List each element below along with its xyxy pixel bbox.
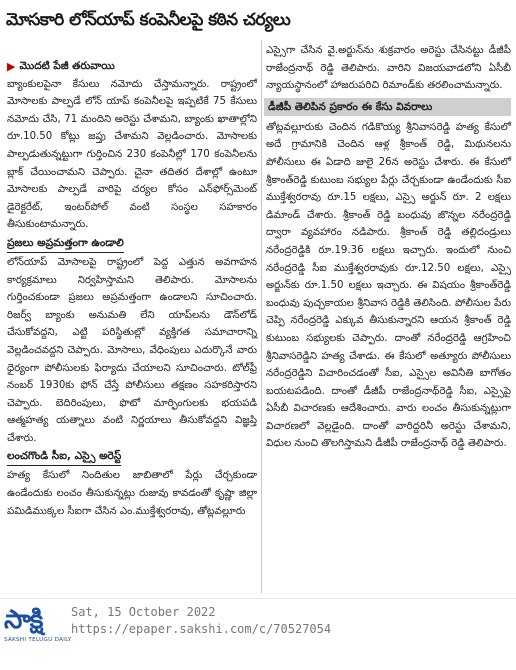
case-details-heading: డీజీపీ తెలిపిన ప్రకారం ఈ కేసు వివరాలు [264,98,511,116]
article-paragraph: లోన్‌యాప్ మోసాలపై రాష్ట్రంలో పెద్ద ఎత్తున అవగాహన కార్యక్రమాలు నిర్వహిస్తామని తెలిపారు. మోసాలను గుర్తించకుండా ప్రజలు అప్రమత్తంగా ఉండాలని సూచించారు. రిజర్వ్ బ్యాంకు అనుమతి లేని యాప్‌లను డౌన్‌లోడ్ చేసుకోవద్దని, ఎట్టి పరిస్థితుల్లో వ్యక్తిగత సమాచారాన్ని వెల్లడించవద్దని చెప్పారు. మోసాలు, వేధింపులు ఎదుర్కొనే వారు ధైర్యంగా పోలీసులకు ఫిర్యాదు చేయాలని సూచించారు. టోల్‌ఫ్రీ నంబర్ 1930కు ఫోన్ చేస్తే పోలీసులు తక్షణం సహకరిస్తారని చెప్పారు. బెదిరింపులు, ఫొటో మార్ఫింగులకు భయపడి ఆత్మహత్య యత్నాలు వంటి నిర్ణయాలు తీసుకోవద్దని విజ్ఞప్తి చేశారు. [7,256,257,444]
subheading-arrest: లంచగొండి సీఐ, ఎస్సై అరెస్ట్ [7,448,121,466]
article-paragraph: తోట్లవల్లూరుకు చెందిన గడికొయ్య శ్రీనివాసరెడ్డి హత్య కేసులో అదే గ్రామానికి చెందిన ఆళ్ల శ్రీకాంత్ రెడ్డి, మిథునలను పోలీసులు ఈ ఏడాది జులై 26న అరెస్టు చేశారు. ఈ కేసులో శ్రీకాంత్‌రెడ్డి కుటుంబ సభ్యుల పేర్లు చేర్చకుండా ఉండేందుకు సీఐ ముక్తేశ్వరరావు రూ.15 లక్షలు, ఎస్సై అర్జున్ రూ. 2 లక్షలు డిమాండ్ చేశారు. శ్రీకాంత్ రెడ్డి బంధువు జొన్నల నరేంద్రరెడ్డి ద్వారా వ్యవహారం నడిపారు. శ్రీకాంత్ రెడ్డి తల్లిదండ్రులు నరేంద్రరెడ్డికి రూ.19.36 లక్షలు ఇచ్చారు. ఇందులో నుంచి నరేంద్రరెడ్డి సీఐ ముక్తేశ్వరరావుకు రూ.12.50 లక్షలు, ఎస్సై అర్జున్‌కు రూ.1.50 లక్షలు ఇచ్చారు. ఈ విషయం శ్రీకాంత్‌రెడ్డి బంధువు పుచ్చకాయల శ్రీనివాస రెడ్డికి తెలిసింది. పోలీసుల పేరు చెప్పి నరేంద్రరెడ్డి ఎక్కువ తీసుకున్నారని ఆయన శ్రీకాంత్ రెడ్డి కుటుంబ సభ్యులకు చెప్పారు. దాంతో నరేంద్రరెడ్డి ఆగ్రహించి శ్రీనివాసరెడ్డిని హత్య చేశాడు. ఈ కేసులో అత్యూరు పోలీసులు నరేంద్రరెడ్డిని విచారించడంతో సీఐ, ఎస్సైల అవినీతి బాగోతం బయటపడింది. దాంతో డీజీపీ రాజేంద్రనాథ్‌రెడ్డి సీఐ, ఎస్సైపై ఏసీబీ విచారణకు ఆదేశించారు. వారు లంచం తీసుకున్నట్లుగా విచారణలో వెల్లడైంది. దాంతో వారిద్దరినీ అరెస్టు చేశామని, విధుల నుంచి తొలగిస్తామని డీజీపీ రాజేంద్రనాథ్ రెడ్డి తెలిపారు. [266,121,511,450]
headline: మోసకారి లోన్‌యాప్ కంపెనీలపై కఠిన చర్యలు [6,10,291,30]
continuation-kicker [7,58,257,76]
article-paragraph: ఎస్సైగా చేసిన వై.అర్జున్‌ను శుక్రవారం అరెస్టు చేసినట్టు డీజీపీ రాజేంద్రనాథ్ రెడ్డి తెలిపారు. వారిని విజయవాడలోని ఏసీబీ న్యాయస్థానంలో హాజరుపరిచి రిమాండ్‌కు తరలించామన్నారు. [266,45,511,92]
right-column [266,42,511,453]
logo-subtitle: SAKSHI TELUGU DAILY [4,637,72,643]
edition-meta [71,604,331,638]
logo-mark: సాక్షి [4,605,43,635]
kicker-text: మొదటి పేజీ తరువాయి [19,60,115,72]
subheading-alert: ప్రజలు అప్రమత్తంగా ఉండాలి [7,235,124,253]
edition-url[interactable]: https://epaper.sakshi.com/c/70527054 [71,622,332,636]
article-paragraph: బ్యాంకులపైనా కేసులు నమోదు చేస్తామన్నారు. రాష్ట్రంలో మోసాలకు పాల్పడే లోన్ యాప్ కంపెనీలపై ఇప్పటికే 75 కేసులు నమోదు చేసి, 71 మందిని అరెస్టు చేశామని, బ్యాంకు ఖాతాల్లోని రూ.10.50 కోట్లు జప్తు చేశామని వెల్లడించారు. మోసాలకు పాల్పడుతున్నట్టుగా గుర్తించిన 230 కంపెనీల్లో 170 కంపెనీలను బ్లాక్ చేయించామని చెప్పారు. చైనా తదితర దేశాల్లో ఉంటూ మోసాలకు పాల్పడే వారిపై చర్యల కోసం ఎన్‌ఫోర్స్‌మెంట్ డైరెక్టరేట్, ఇంటర్‌పోల్ వంటి సంస్థల సహకారం తీసుకుంటామన్నారు. [7,78,257,231]
edition-date: Sat, 15 October 2022 [71,605,216,619]
triangle-bullet-icon: ▶ [7,60,16,73]
article-paragraph: హత్య కేసులో నిందితుల జాబితాలో పేర్లు చేర్చకుండా ఉండేందుకు లంచం తీసుకున్నట్లు రుజువు కావడంతో కృష్ణా జిల్లా పమిడిముక్కల సీఐగా చేసిన ఎం.ముక్తేశ్వరరావు, తోట్లవల్లూరు [7,470,257,517]
epaper-footer [0,598,516,670]
sakshi-logo [4,605,72,655]
left-column [7,58,257,520]
column-divider [261,40,262,593]
